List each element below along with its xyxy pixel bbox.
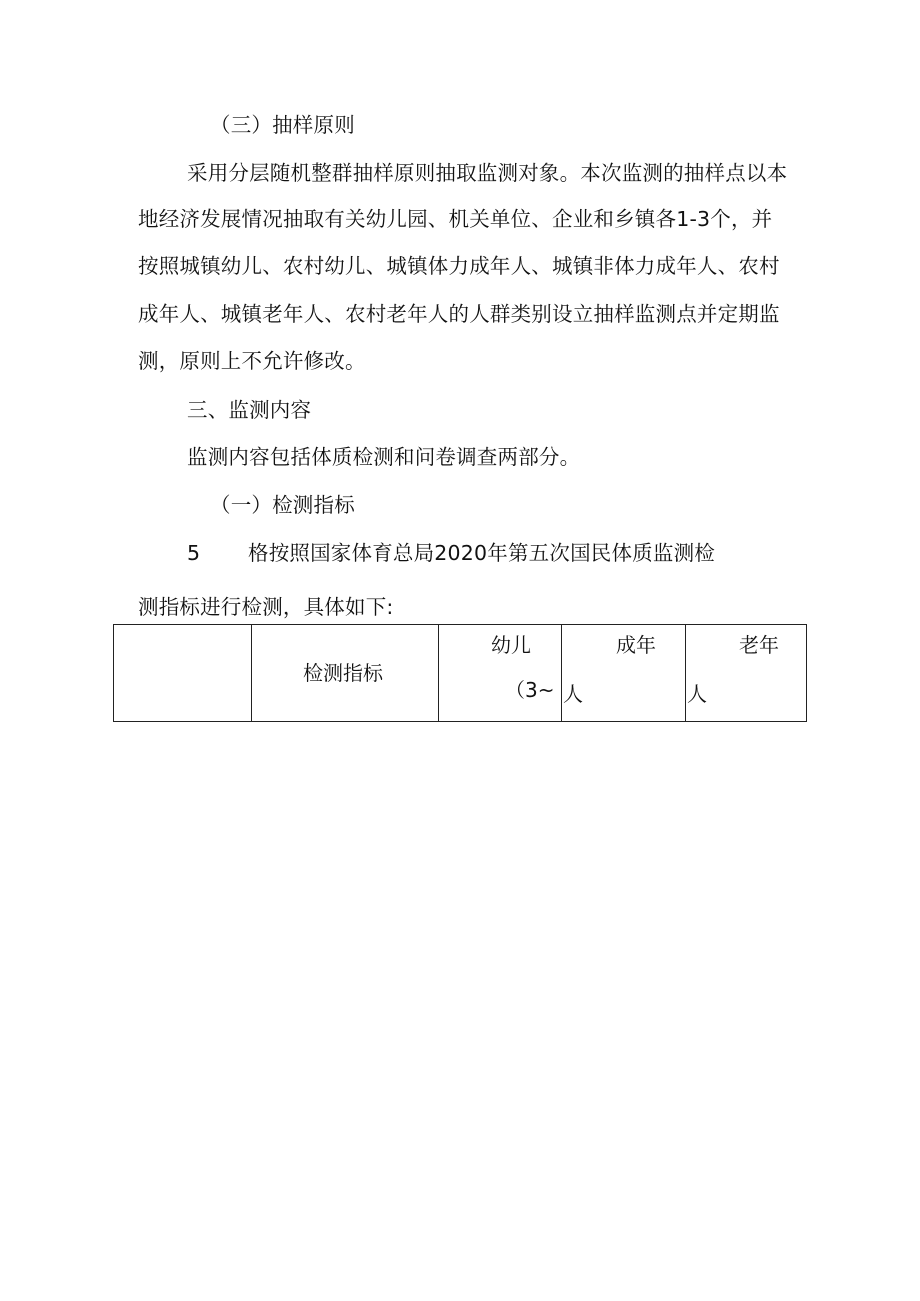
section-heading-sampling-principle: （三）抽样原则 [210, 113, 355, 137]
table-header-adult-bottom: 人 [563, 682, 583, 706]
paragraph-sampling-line-2: 地经济发展情况抽取有关幼儿园、机关单位、企业和乡镇各1-3个，并 [138, 207, 773, 231]
table-cell-indicators-header [252, 625, 439, 721]
table-header-indicators: 检测指标 [303, 661, 383, 685]
table-cell-empty [114, 625, 252, 721]
table-cell-child [439, 625, 562, 721]
table-cell-adult [562, 625, 686, 721]
paragraph-number-5: 5 [187, 541, 201, 565]
table-header-elder-top: 老年 [739, 633, 779, 657]
table-header-adult-top: 成年 [616, 633, 656, 657]
paragraph-indicators-line-2: 测指标进行检测，具体如下: [138, 595, 394, 619]
subsection-heading-test-indicators: （一）检测指标 [210, 493, 355, 517]
table-header-elder-bottom: 人 [687, 682, 707, 706]
paragraph-sampling-line-4: 成年人、城镇老年人、农村老年人的人群类别设立抽样监测点并定期监 [138, 302, 780, 326]
section-heading-monitoring-content: 三、监测内容 [187, 398, 312, 422]
table-header-child-top: 幼儿 [491, 633, 531, 657]
paragraph-sampling-line-5: 测，原则上不允许修改。 [138, 349, 366, 373]
paragraph-indicators-line-1: 格按照国家体育总局2020年第五次国民体质监测检 [248, 541, 715, 565]
paragraph-sampling-line-1: 采用分层随机整群抽样原则抽取监测对象。本次监测的抽样点以本 [187, 161, 788, 185]
paragraph-monitoring-content: 监测内容包括体质检测和问卷调查两部分。 [187, 445, 581, 469]
table-cell-elder [686, 625, 807, 721]
table-header-child-bottom: （3~ [505, 678, 555, 702]
indicators-table [113, 624, 807, 722]
paragraph-sampling-line-3: 按照城镇幼儿、农村幼儿、城镇体力成年人、城镇非体力成年人、农村 [138, 254, 780, 278]
